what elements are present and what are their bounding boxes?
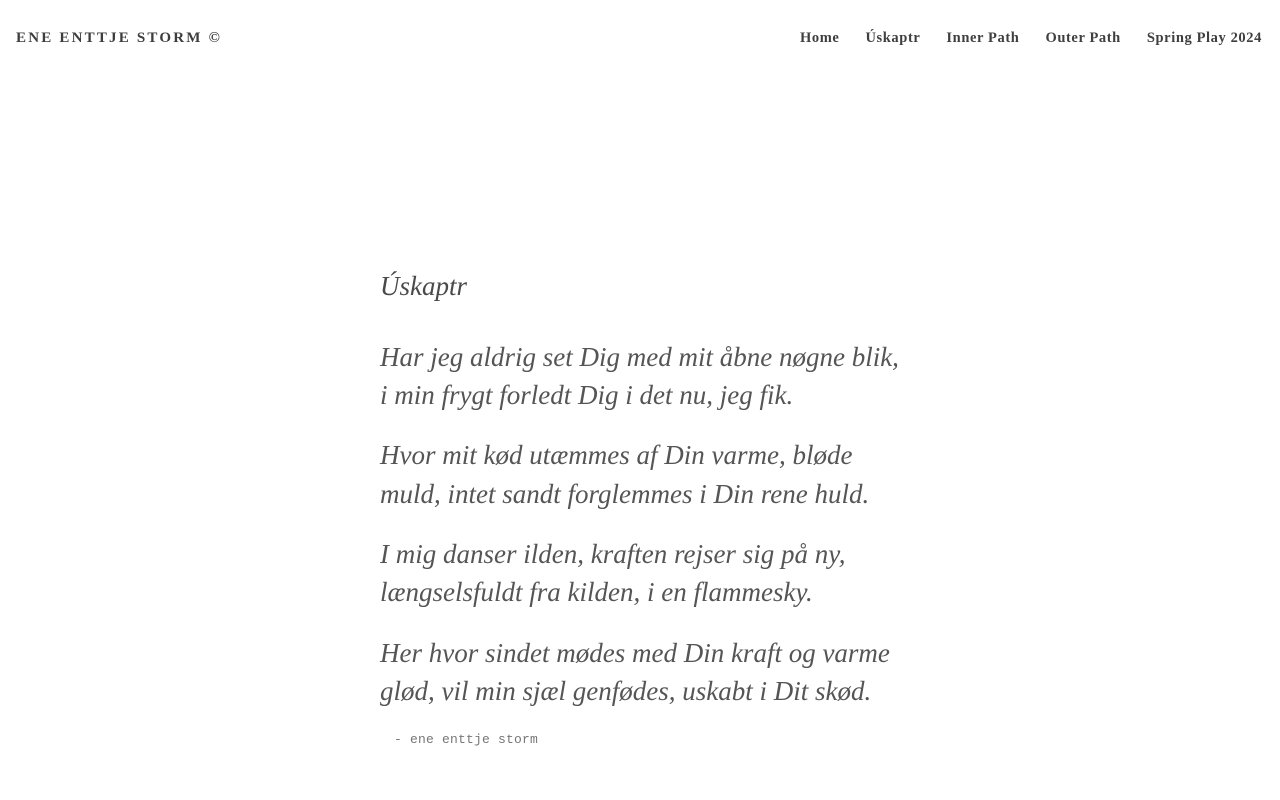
nav-item-spring-play-2024[interactable]: Spring Play 2024 [1146, 30, 1262, 46]
site-brand[interactable]: ENE ENTTJE STORM © [16, 30, 222, 46]
nav-item-inner-path[interactable]: Inner Path [946, 30, 1020, 46]
main-nav [800, 30, 1264, 47]
poem-article [380, 84, 900, 747]
poem-stanza-4: Her hvor sindet mødes med Din kraft og varme glød, vil min sjæl genfødes, uskabt i Dit skød. [380, 637, 890, 707]
poem-title: Úskaptr [380, 271, 467, 301]
poem-stanza-1: Har jeg aldrig set Dig med mit åbne nøgne blik, i min frygt forledt Dig i det nu, jeg fik. [380, 341, 899, 411]
nav-item-uskaptr[interactable]: Úskaptr [865, 30, 921, 46]
poem-signature: - ene enttje storm [394, 732, 539, 748]
nav-item-outer-path[interactable]: Outer Path [1045, 30, 1121, 46]
main-content [0, 84, 1280, 747]
poem-stanza-3: I mig danser ilden, kraften rejser sig på ny, længselsfuldt fra kilden, i en flammesky. [380, 539, 846, 608]
site-header [0, 0, 1280, 84]
nav-item-home[interactable]: Home [800, 30, 840, 46]
poem-stanza-2: Hvor mit kød utæmmes af Din varme, bløde muld, intet sandt forglemmes i Din rene huld. [380, 440, 870, 509]
